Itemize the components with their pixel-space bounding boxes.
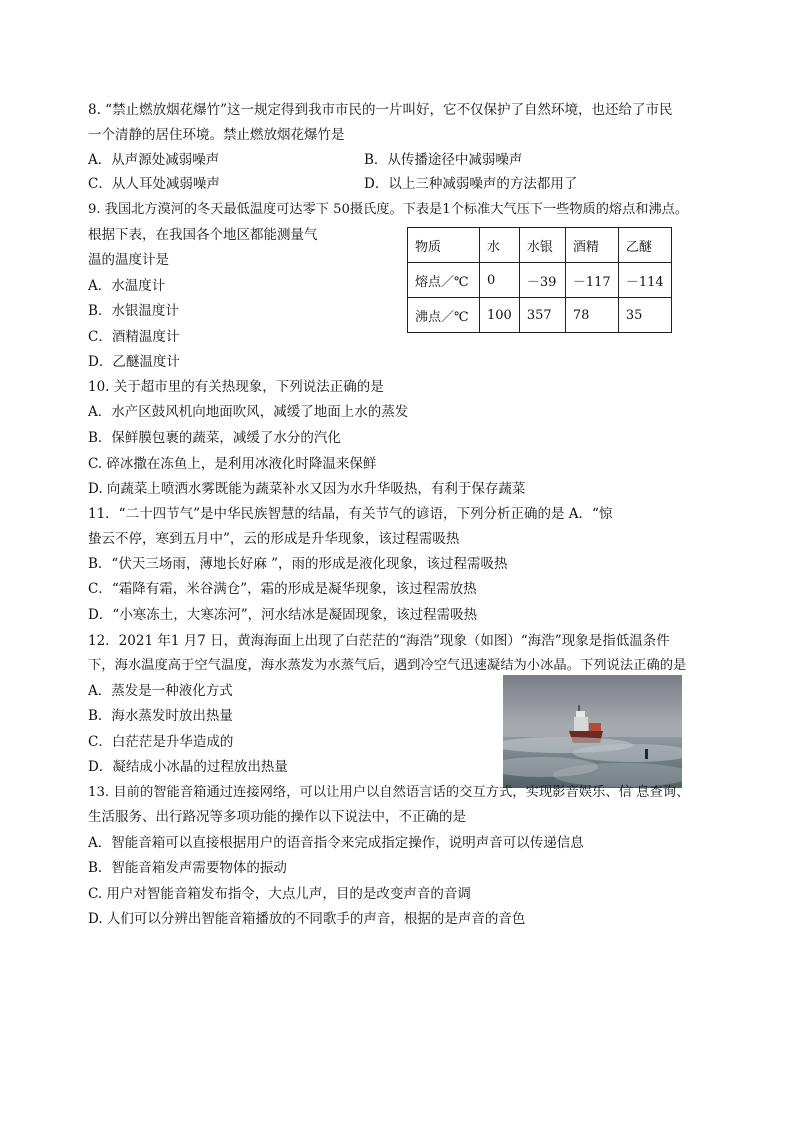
table-cell: 水 bbox=[480, 228, 520, 263]
q10-stem: 10. 关于超市里的有关热现象，下列说法正确的是 bbox=[88, 379, 384, 395]
q11-stem-line2: 蛰云不停，寒到五月中”，云的形成是升华现象，该过程需吸热 bbox=[88, 531, 460, 547]
q11-option-d: D．“小寒冻土，大寒冻河”，河水结冰是凝固现象，该过程需吸热 bbox=[88, 607, 478, 623]
table-cell: 酒精 bbox=[565, 228, 618, 263]
q10-option-a: A．水产区鼓风机向地面吹风，减缓了地面上水的蒸发 bbox=[88, 404, 409, 420]
q13-option-a: A．智能音箱可以直接根据用户的语音指令来完成指定操作，说明声音可以传递信息 bbox=[88, 835, 584, 851]
q9-stem-line2: 根据下表，在我国各个地区都能测量气 bbox=[88, 227, 318, 243]
q9-stem-line1: 9. 我国北方漠河的冬天最低温度可达零下 50摄氏度。下表是1个标准大气压下一些物质的熔点和沸点。 bbox=[88, 202, 689, 217]
q8-option-b: B．从传播途径中减弱噪声 bbox=[364, 152, 523, 168]
table-cell: 物质 bbox=[408, 228, 480, 263]
table-cell: 熔点／℃ bbox=[408, 263, 480, 298]
q12-stem-line1: 12．2021 年1 月7 日，黄海海面上出现了白茫茫的“海浩”现象（如图）“海浩”现象是指低温条件 bbox=[88, 633, 670, 649]
q12-stem-line2: 下，海水温度高于空气温度，海水蒸发为水蒸气后，遇到冷空气迅速凝结为小冰晶。下列说法正确的是 bbox=[88, 658, 687, 673]
q8-option-d: D．以上三种减弱噪声的方法都用了 bbox=[364, 176, 578, 192]
table-cell: －39 bbox=[519, 263, 565, 298]
q13-option-d: D. 人们可以分辨出智能音箱播放的不同歌手的声音，根据的是声音的音色 bbox=[88, 911, 526, 927]
q8-stem-line2: 一个清静的居住环境。禁止燃放烟花爆竹是 bbox=[88, 127, 345, 143]
table-cell: 100 bbox=[480, 298, 520, 333]
table-cell: 357 bbox=[519, 298, 565, 333]
q11-option-c: C．“霜降有霜，米谷满仓”，霜的形成是凝华现象，该过程需放热 bbox=[88, 581, 477, 597]
table-cell: 水银 bbox=[519, 228, 565, 263]
q11-stem-line1: 11．“二十四节气”是中华民族智慧的结晶，有关节气的谚语，下列分析正确的是 A．“惊 bbox=[88, 506, 613, 522]
q11-option-b: B．“伏天三场雨，薄地长好麻 ”，雨的形成是液化现象，该过程需吸热 bbox=[88, 556, 508, 572]
q9-option-b: B．水银温度计 bbox=[88, 303, 179, 319]
table-row-melting bbox=[408, 263, 672, 298]
q9-option-c: C．酒精温度计 bbox=[88, 329, 180, 345]
q13-option-b: B．智能音箱发声需要物体的振动 bbox=[88, 860, 287, 876]
q9-option-d: D．乙醚温度计 bbox=[88, 354, 180, 370]
table-cell: －114 bbox=[618, 263, 671, 298]
table-cell: 乙醚 bbox=[618, 228, 671, 263]
q10-option-d: D. 向蔬菜上喷洒水雾既能为蔬菜补水又因为水升华吸热，有利于保存蔬菜 bbox=[88, 481, 526, 497]
q10-option-c: C. 碎冰撒在冻鱼上，是利用冰液化时降温来保鲜 bbox=[88, 456, 377, 472]
q8-stem-line1: 8. “禁止燃放烟花爆竹”这一规定得到我市市民的一片叫好，它不仅保护了自然环境，也还给了市民 bbox=[88, 102, 673, 118]
q9-stem-line3: 温的温度计是 bbox=[88, 252, 169, 268]
melting-boiling-table bbox=[407, 227, 672, 333]
table-cell: 78 bbox=[565, 298, 618, 333]
q12-option-c: C．白茫茫是升华造成的 bbox=[88, 734, 234, 750]
q12-option-a: A．蒸发是一种液化方式 bbox=[88, 683, 233, 699]
q13-option-c: C. 用户对智能音箱发布指令，大点儿声，目的是改变声音的音调 bbox=[88, 886, 471, 902]
q13-stem-line1: 13. 目前的智能音箱通过连接网络，可以让用户以自然语言话的交互方式，实现影音娱乐、信 息查询、 bbox=[88, 785, 690, 800]
sea-smoke-ship-photo bbox=[503, 675, 682, 788]
table-row-boiling bbox=[408, 298, 672, 333]
q10-option-b: B．保鲜膜包裹的蔬菜，减缓了水分的汽化 bbox=[88, 430, 341, 446]
q8-option-a: A．从声源处减弱噪声 bbox=[88, 152, 220, 168]
q8-option-c: C．从人耳处减弱噪声 bbox=[88, 176, 220, 192]
table-cell: 沸点／℃ bbox=[408, 298, 480, 333]
table-cell: 35 bbox=[618, 298, 671, 333]
table-cell: －117 bbox=[565, 263, 618, 298]
q12-option-d: D．凝结成小冰晶的过程放出热量 bbox=[88, 759, 288, 775]
table-header-row bbox=[408, 228, 672, 263]
q9-option-a: A．水温度计 bbox=[88, 278, 166, 294]
table-cell: 0 bbox=[480, 263, 520, 298]
q13-stem-line2: 生活服务、出行路况等多项功能的操作以下说法中，不正确的是 bbox=[88, 809, 466, 825]
q12-option-b: B．海水蒸发时放出热量 bbox=[88, 708, 233, 724]
